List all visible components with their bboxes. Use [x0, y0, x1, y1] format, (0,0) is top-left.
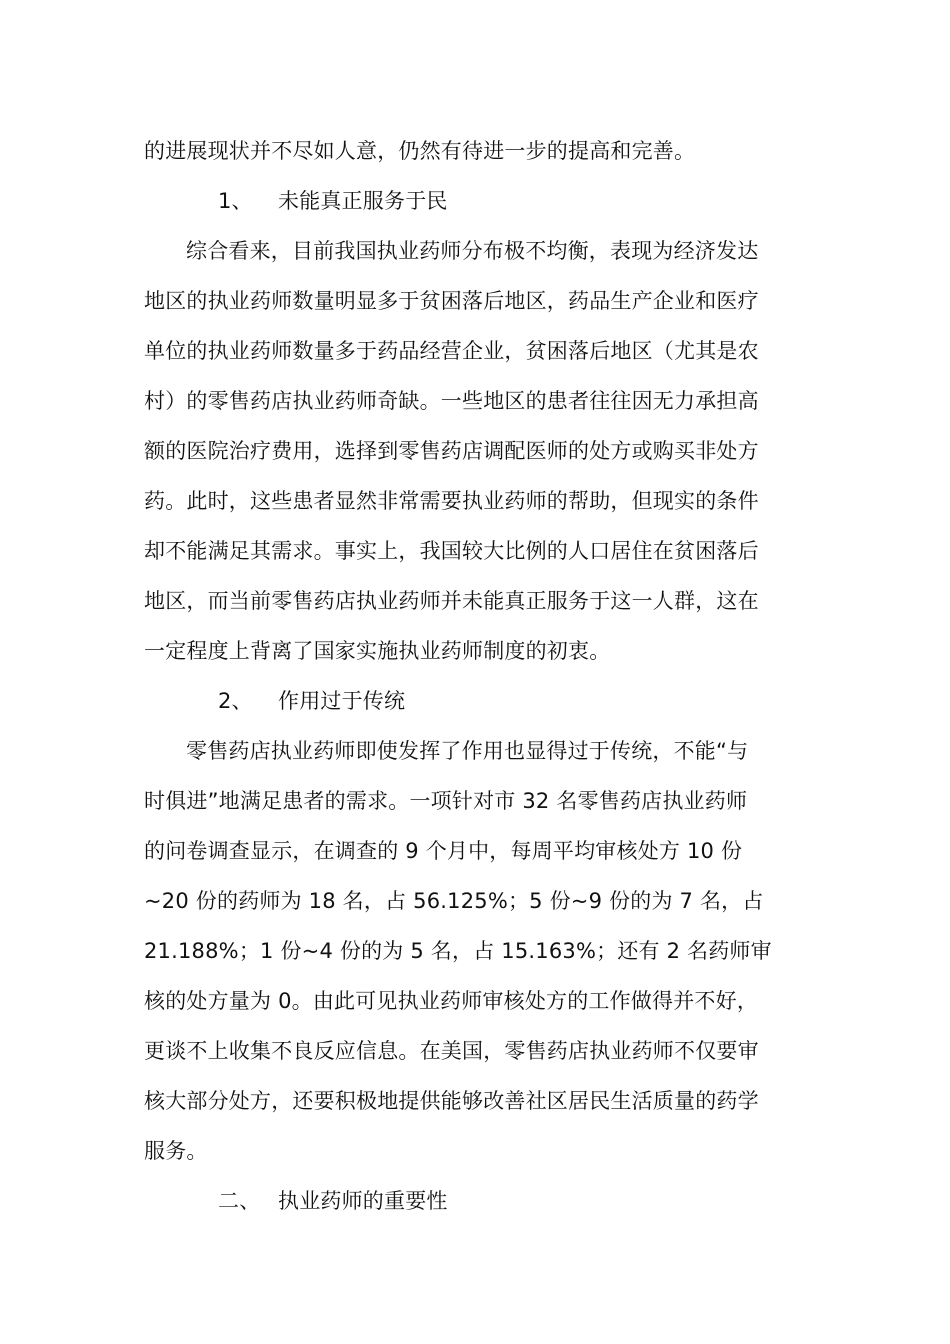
paragraph-line: 更谈不上收集不良反应信息。在美国，零售药店执业药师不仅要审 — [144, 1039, 759, 1063]
paragraph-line: 却不能满足其需求。事实上，我国较大比例的人口居住在贫困落后 — [144, 539, 759, 563]
paragraph-line: 零售药店执业药师即使发挥了作用也显得过于传统，不能“与 — [186, 739, 749, 763]
paragraph-line: 地区，而当前零售药店执业药师并未能真正服务于这一人群，这在 — [144, 589, 759, 613]
heading-number: 1、 — [218, 189, 253, 213]
paragraph-line: 一定程度上背离了国家实施执业药师制度的初衷。 — [144, 639, 611, 663]
paragraph-line: 额的医院治疗费用，选择到零售药店调配医师的处方或购买非处方 — [144, 439, 759, 463]
paragraph-line: 时俱进”地满足患者的需求。一项针对市 32 名零售药店执业药师 — [144, 789, 748, 813]
paragraph-line: 地区的执业药师数量明显多于贫困落后地区，药品生产企业和医疗 — [144, 289, 759, 313]
paragraph-line: 核大部分处方，还要积极地提供能够改善社区居民生活质量的药学 — [144, 1089, 759, 1113]
heading-text: 作用过于传统 — [278, 689, 406, 713]
paragraph-line: 的问卷调查显示，在调查的 9 个月中，每周平均审核处方 10 份 — [144, 839, 743, 863]
paragraph-line: 单位的执业药师数量多于药品经营企业，贫困落后地区（尤其是农 — [144, 339, 759, 363]
heading-number: 二、 — [218, 1189, 261, 1213]
heading-text: 执业药师的重要性 — [278, 1189, 448, 1213]
heading-number: 2、 — [218, 689, 253, 713]
heading-text: 未能真正服务于民 — [278, 189, 448, 213]
paragraph-line: 综合看来，目前我国执业药师分布极不均衡，表现为经济发达 — [186, 239, 759, 263]
paragraph-line: ~20 份的药师为 18 名，占 56.125%；5 份~9 份的为 7 名，占 — [144, 889, 764, 913]
paragraph-line: 村）的零售药店执业药师奇缺。一些地区的患者往往因无力承担高 — [144, 389, 759, 413]
paragraph-line: 核的处方量为 0。由此可见执业药师审核处方的工作做得并不好， — [144, 989, 759, 1013]
paragraph-line: 服务。 — [144, 1139, 208, 1163]
paragraph-line: 的进展现状并不尽如人意，仍然有待进一步的提高和完善。 — [144, 139, 696, 163]
paragraph-line: 21.188%；1 份~4 份的为 5 名，占 15.163%；还有 2 名药师审 — [144, 939, 772, 963]
paragraph-line: 药。此时，这些患者显然非常需要执业药师的帮助，但现实的条件 — [144, 489, 759, 513]
